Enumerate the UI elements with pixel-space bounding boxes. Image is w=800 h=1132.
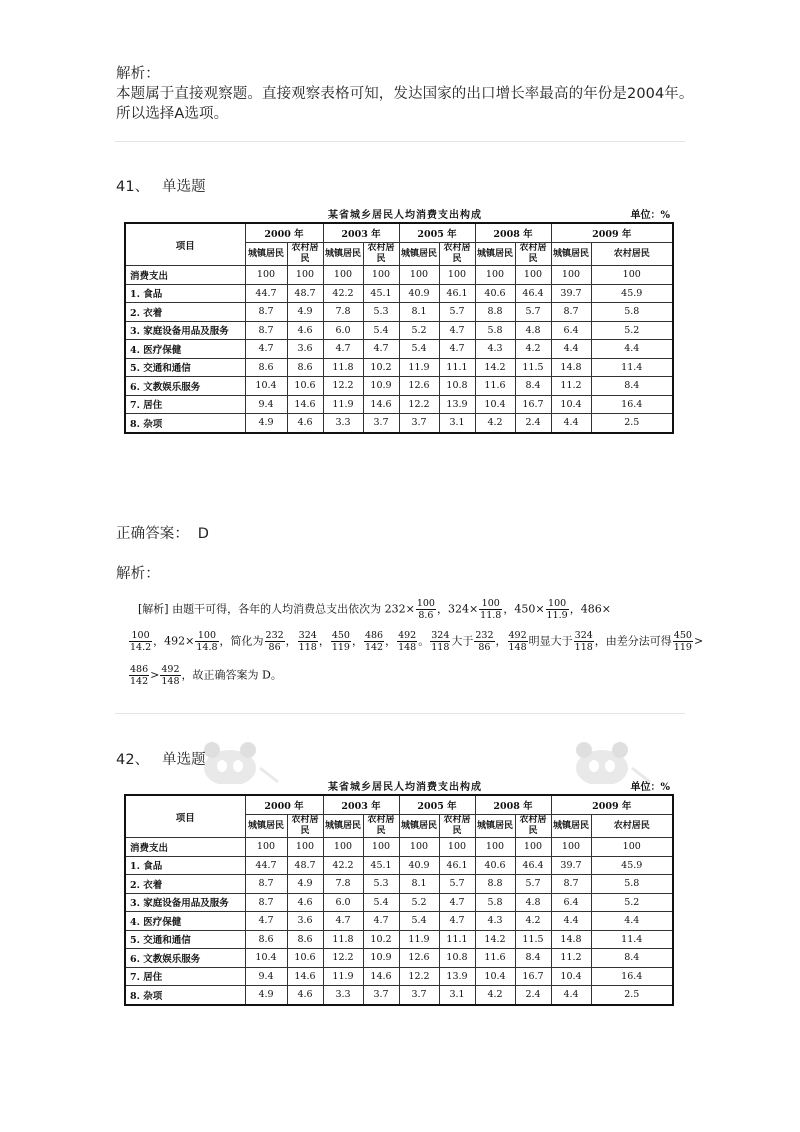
table-cell: 8.6 — [245, 930, 287, 949]
table-cell: 7.8 — [323, 303, 363, 322]
table-cell: 11.9 — [323, 967, 363, 986]
header-year: 2005 年 — [399, 223, 475, 243]
table-cell: 5.7 — [515, 303, 551, 322]
table-cell: 11.2 — [551, 377, 591, 396]
table-cell: 3.7 — [399, 414, 439, 433]
table-cell: 5.8 — [475, 893, 515, 912]
table-cell: 4.7 — [363, 340, 399, 359]
table-row — [125, 838, 673, 857]
table-cell: 4.8 — [515, 893, 551, 912]
table-cell: 42.2 — [323, 284, 363, 303]
header-residence-type: 农村居民 — [287, 815, 323, 838]
table-cell: 46.1 — [439, 856, 475, 875]
header-year: 2003 年 — [323, 223, 399, 243]
table-cell: 4.9 — [287, 303, 323, 322]
table-cell: 4.4 — [551, 340, 591, 359]
header-residence-type: 城镇居民 — [475, 243, 515, 266]
table-cell: 14.6 — [287, 967, 323, 986]
table-row — [125, 340, 673, 359]
table-cell: 7.8 — [323, 875, 363, 894]
fraction: $\frac{492}{148}$ — [398, 630, 417, 653]
header-residence-type: 城镇居民 — [323, 243, 363, 266]
table-cell: 5.2 — [399, 893, 439, 912]
table-cell: 14.6 — [287, 395, 323, 414]
fraction: $\frac{100}{11.9}$ — [546, 598, 568, 621]
table-cell: 16.7 — [515, 395, 551, 414]
table-cell: 4.6 — [287, 414, 323, 433]
table-row — [125, 949, 673, 968]
fraction: $\frac{324}{118}$ — [574, 630, 593, 653]
table-cell: 45.9 — [591, 284, 673, 303]
table-cell: 100 — [323, 266, 363, 285]
table-cell: 12.2 — [323, 949, 363, 968]
table-cell: 11.6 — [475, 949, 515, 968]
prev-analysis-label: 解析： — [116, 66, 160, 82]
table-cell: 8.4 — [515, 377, 551, 396]
question-type: 单选题 — [161, 179, 206, 195]
table-cell: 3.3 — [323, 986, 363, 1005]
table-cell: 4.2 — [475, 986, 515, 1005]
fraction: $\frac{492}{148}$ — [161, 664, 180, 687]
header-year: 2000 年 — [245, 795, 323, 815]
table-cell: 100 — [515, 266, 551, 285]
table-cell: 12.6 — [399, 949, 439, 968]
table-cell: 4.2 — [515, 340, 551, 359]
table-cell: 8.8 — [475, 875, 515, 894]
table-cell: 11.8 — [323, 358, 363, 377]
table-cell: 10.4 — [475, 395, 515, 414]
table-cell: 9.4 — [245, 395, 287, 414]
table-cell: 4.7 — [439, 321, 475, 340]
table-cell: 6.4 — [551, 321, 591, 340]
table-cell: 48.7 — [287, 856, 323, 875]
table-cell: 4.4 — [591, 340, 673, 359]
header-residence-type: 农村居民 — [287, 243, 323, 266]
table-cell: 5.4 — [363, 321, 399, 340]
table-cell: 11.9 — [399, 358, 439, 377]
table-cell: 44.7 — [245, 284, 287, 303]
header-residence-type: 城镇居民 — [245, 815, 287, 838]
header-residence-type: 城镇居民 — [245, 243, 287, 266]
row-item-label: 4. 医疗保健 — [125, 340, 245, 359]
fraction: $\frac{232}{86}$ — [475, 630, 494, 653]
question-number: 42、 — [116, 752, 150, 768]
table-row — [125, 377, 673, 396]
table-cell: 8.7 — [245, 893, 287, 912]
table-cell: 100 — [363, 266, 399, 285]
table-cell: 10.2 — [363, 358, 399, 377]
table-cell: 5.7 — [515, 875, 551, 894]
header-year: 2005 年 — [399, 795, 475, 815]
header-year: 2003 年 — [323, 795, 399, 815]
table-cell: 46.1 — [439, 284, 475, 303]
fraction: $\frac{450}{119}$ — [673, 630, 692, 653]
table-cell: 11.5 — [515, 358, 551, 377]
table-cell: 5.4 — [363, 893, 399, 912]
table-cell: 5.8 — [591, 303, 673, 322]
table-row — [125, 395, 673, 414]
table-cell: 5.7 — [439, 875, 475, 894]
row-item-label: 8. 杂项 — [125, 986, 245, 1005]
question-41-header — [116, 177, 206, 197]
table-cell: 5.4 — [399, 912, 439, 931]
table-cell: 8.1 — [399, 303, 439, 322]
header-residence-type: 农村居民 — [591, 815, 673, 838]
question-42-header — [116, 750, 206, 770]
table-cell: 3.1 — [439, 414, 475, 433]
table-cell: 8.7 — [245, 875, 287, 894]
table-row — [125, 930, 673, 949]
table-cell: 8.7 — [245, 303, 287, 322]
table-cell: 8.6 — [287, 930, 323, 949]
table-cell: 4.6 — [287, 986, 323, 1005]
fraction: $\frac{100}{14.8}$ — [196, 630, 218, 653]
table-cell: 16.7 — [515, 967, 551, 986]
table-cell: 10.6 — [287, 949, 323, 968]
table-cell: 3.7 — [399, 986, 439, 1005]
table-cell: 11.4 — [591, 930, 673, 949]
table-cell: 100 — [439, 838, 475, 857]
table-cell: 100 — [245, 266, 287, 285]
table-cell: 13.9 — [439, 967, 475, 986]
table-cell: 4.9 — [245, 414, 287, 433]
table-cell: 5.4 — [399, 340, 439, 359]
table-cell: 4.7 — [245, 912, 287, 931]
header-residence-type: 城镇居民 — [551, 815, 591, 838]
header-residence-type: 城镇居民 — [551, 243, 591, 266]
table-cell: 3.6 — [287, 340, 323, 359]
prev-analysis-line-2: 所以选择A选项。 — [116, 106, 229, 122]
table-cell: 4.3 — [475, 912, 515, 931]
table-cell: 12.6 — [399, 377, 439, 396]
table-cell: 12.2 — [399, 967, 439, 986]
row-item-label: 2. 衣着 — [125, 875, 245, 894]
table-cell: 5.8 — [591, 875, 673, 894]
table-title: 某省城乡居民人均消费支出构成 — [328, 210, 482, 221]
header-project: 项目 — [125, 223, 245, 266]
table-cell: 3.1 — [439, 986, 475, 1005]
table-cell: 5.2 — [591, 893, 673, 912]
table-cell: 100 — [551, 266, 591, 285]
header-residence-type: 城镇居民 — [323, 815, 363, 838]
table-cell: 4.7 — [439, 893, 475, 912]
table-cell: 8.7 — [245, 321, 287, 340]
table-cell: 5.2 — [399, 321, 439, 340]
table-cell: 8.6 — [287, 358, 323, 377]
table-cell: 100 — [363, 838, 399, 857]
table-cell: 16.4 — [591, 967, 673, 986]
table-cell: 10.8 — [439, 949, 475, 968]
correct-answer — [116, 524, 209, 544]
table-cell: 100 — [439, 266, 475, 285]
correct-answer-value: D — [197, 526, 209, 542]
table-cell: 39.7 — [551, 284, 591, 303]
table-cell: 14.6 — [363, 967, 399, 986]
fraction: $\frac{100}{11.8}$ — [480, 598, 502, 621]
table-cell: 8.4 — [591, 949, 673, 968]
table-cell: 10.4 — [245, 377, 287, 396]
table-row — [125, 358, 673, 377]
table-cell: 8.7 — [551, 303, 591, 322]
table-cell: 5.2 — [591, 321, 673, 340]
table-cell: 5.8 — [475, 321, 515, 340]
row-item-label: 1. 食品 — [125, 856, 245, 875]
table-cell: 44.7 — [245, 856, 287, 875]
fraction: $\frac{232}{86}$ — [265, 630, 284, 653]
table-cell: 8.4 — [515, 949, 551, 968]
table-row — [125, 266, 673, 285]
table-cell: 4.4 — [551, 414, 591, 433]
table-cell: 10.9 — [363, 949, 399, 968]
table-cell: 8.1 — [399, 875, 439, 894]
row-item-label: 6. 文教娱乐服务 — [125, 377, 245, 396]
table-cell: 11.9 — [323, 395, 363, 414]
row-item-label: 7. 居住 — [125, 395, 245, 414]
table-cell: 8.7 — [551, 875, 591, 894]
analysis-text: 由题干可得，各年的人均消费总支出依次为 232× — [172, 602, 415, 616]
table-unit: 单位：% — [630, 782, 670, 793]
table-cell: 4.4 — [591, 912, 673, 931]
fraction: $\frac{450}{119}$ — [331, 630, 350, 653]
table-cell: 100 — [399, 838, 439, 857]
table-cell: 100 — [475, 266, 515, 285]
table-cell: 12.2 — [323, 377, 363, 396]
table-cell: 14.6 — [363, 395, 399, 414]
table-cell: 10.8 — [439, 377, 475, 396]
table-cell: 46.4 — [515, 856, 551, 875]
row-item-label: 消费支出 — [125, 266, 245, 285]
table-cell: 13.9 — [439, 395, 475, 414]
table-row — [125, 893, 673, 912]
table-cell: 46.4 — [515, 284, 551, 303]
table-cell: 10.4 — [551, 967, 591, 986]
table-cell: 2.5 — [591, 986, 673, 1005]
table-cell: 42.2 — [323, 856, 363, 875]
table-cell: 14.8 — [551, 930, 591, 949]
table-cell: 100 — [287, 266, 323, 285]
table-cell: 8.8 — [475, 303, 515, 322]
table-cell: 10.4 — [551, 395, 591, 414]
table-cell: 10.9 — [363, 377, 399, 396]
fraction: $\frac{100}{8.6}$ — [416, 598, 435, 621]
table-cell: 4.7 — [323, 340, 363, 359]
table-row — [125, 284, 673, 303]
table-cell: 11.1 — [439, 930, 475, 949]
table-cell: 40.6 — [475, 284, 515, 303]
table-cell: 11.1 — [439, 358, 475, 377]
table-cell: 11.8 — [323, 930, 363, 949]
row-item-label: 8. 杂项 — [125, 414, 245, 433]
row-item-label: 6. 文教娱乐服务 — [125, 949, 245, 968]
table-cell: 6.0 — [323, 893, 363, 912]
header-residence-type: 农村居民 — [363, 243, 399, 266]
table-unit: 单位：% — [630, 210, 670, 221]
table-cell: 45.9 — [591, 856, 673, 875]
table-cell: 6.0 — [323, 321, 363, 340]
table-cell: 4.3 — [475, 340, 515, 359]
table-cell: 8.4 — [591, 377, 673, 396]
header-residence-type: 城镇居民 — [399, 815, 439, 838]
table-cell: 11.2 — [551, 949, 591, 968]
table-cell: 6.4 — [551, 893, 591, 912]
header-residence-type: 农村居民 — [515, 815, 551, 838]
table-cell: 40.9 — [399, 856, 439, 875]
table-cell: 4.7 — [439, 912, 475, 931]
table-cell: 39.7 — [551, 856, 591, 875]
table-cell: 4.9 — [287, 875, 323, 894]
row-item-label: 4. 医疗保健 — [125, 912, 245, 931]
table-cell: 2.5 — [591, 414, 673, 433]
table-cell: 100 — [287, 838, 323, 857]
table-cell: 3.6 — [287, 912, 323, 931]
table-cell: 4.4 — [551, 912, 591, 931]
correct-answer-label: 正确答案： — [116, 526, 189, 542]
table-cell: 100 — [475, 838, 515, 857]
table-cell: 100 — [515, 838, 551, 857]
header-residence-type: 农村居民 — [363, 815, 399, 838]
table-cell: 16.4 — [591, 395, 673, 414]
table-cell: 4.2 — [515, 912, 551, 931]
row-item-label: 消费支出 — [125, 838, 245, 857]
row-item-label: 5. 交通和通信 — [125, 930, 245, 949]
header-residence-type: 农村居民 — [591, 243, 673, 266]
table-cell: 4.4 — [551, 986, 591, 1005]
question-type: 单选题 — [161, 752, 206, 768]
table-cell: 45.1 — [363, 284, 399, 303]
table-cell: 11.9 — [399, 930, 439, 949]
row-item-label: 3. 家庭设备用品及服务 — [125, 321, 245, 340]
table-cell: 100 — [399, 266, 439, 285]
table-cell: 100 — [245, 838, 287, 857]
analysis-scan-image: [解析] 由题干可得，各年的人均消费总支出依次为 232× $\frac{100}{8.6}$ ，324× $\frac{100}{11.8}$ ，450× $\frac{100}{11.9}$ ，486× $\frac{100}{14.2}$ ，492× $\frac{100}{14.8}$ ，简化为 $\frac{232}{86}$ ， $\frac{324}{118}$ ， $\frac{450}{119}$ ， $\frac{486}{142}$ ， $\frac{492}{148}$ 。 $\frac{324}{118}$ 大于 $\frac{232}{86}$ ， $\frac{492}{148}$ 明显大于 $\frac{324}{118}$ ，由差分法可得 $\frac{450}{119}$ > $\frac{486}{142}$ > $\frac{492}{148}$ ，故正确答案为 D。 — [130, 598, 704, 687]
header-project: 项目 — [125, 795, 245, 838]
row-item-label: 2. 衣着 — [125, 303, 245, 322]
table-cell: 3.3 — [323, 414, 363, 433]
table-cell: 14.2 — [475, 930, 515, 949]
table-cell: 11.5 — [515, 930, 551, 949]
analysis-label: 解析： — [116, 566, 160, 582]
table-cell: 11.4 — [591, 358, 673, 377]
table-cell: 5.3 — [363, 303, 399, 322]
table-cell: 4.7 — [245, 340, 287, 359]
table-row — [125, 856, 673, 875]
table-row — [125, 303, 673, 322]
table-cell: 10.2 — [363, 930, 399, 949]
table-cell: 100 — [551, 838, 591, 857]
section-divider — [115, 141, 685, 142]
table-cell: 48.7 — [287, 284, 323, 303]
table-cell: 14.8 — [551, 358, 591, 377]
table-row — [125, 912, 673, 931]
table-cell: 4.7 — [439, 340, 475, 359]
row-item-label: 1. 食品 — [125, 284, 245, 303]
fraction: $\frac{324}{118}$ — [431, 630, 450, 653]
table-cell: 100 — [323, 838, 363, 857]
table-cell: 9.4 — [245, 967, 287, 986]
header-residence-type: 农村居民 — [439, 815, 475, 838]
fraction: $\frac{324}{118}$ — [298, 630, 317, 653]
table-row — [125, 321, 673, 340]
table-cell: 10.4 — [245, 949, 287, 968]
table-cell: 5.3 — [363, 875, 399, 894]
table-cell: 4.8 — [515, 321, 551, 340]
table-cell: 4.7 — [363, 912, 399, 931]
table-cell: 14.2 — [475, 358, 515, 377]
table-cell: 40.6 — [475, 856, 515, 875]
table-cell: 4.6 — [287, 893, 323, 912]
prev-analysis-line-1: 本题属于直接观察题。直接观察表格可知，发达国家的出口增长率最高的年份是2004年。 — [116, 86, 694, 102]
header-residence-type: 城镇居民 — [475, 815, 515, 838]
fraction: $\frac{492}{148}$ — [508, 630, 527, 653]
table-cell: 45.1 — [363, 856, 399, 875]
table-cell: 2.4 — [515, 414, 551, 433]
table-cell: 4.2 — [475, 414, 515, 433]
table-cell: 3.7 — [363, 414, 399, 433]
question-number: 41、 — [116, 179, 150, 195]
table-cell: 4.9 — [245, 986, 287, 1005]
table-cell: 2.4 — [515, 986, 551, 1005]
table-cell: 100 — [591, 266, 673, 285]
table-row — [125, 986, 673, 1005]
header-year: 2000 年 — [245, 223, 323, 243]
table-row — [125, 967, 673, 986]
table-cell: 4.7 — [323, 912, 363, 931]
header-residence-type: 城镇居民 — [399, 243, 439, 266]
table-row — [125, 875, 673, 894]
table-cell: 8.6 — [245, 358, 287, 377]
question-41-table-image — [118, 206, 678, 466]
fraction: $\frac{486}{142}$ — [364, 630, 384, 653]
row-item-label: 7. 居住 — [125, 967, 245, 986]
table-cell: 4.6 — [287, 321, 323, 340]
row-item-label: 5. 交通和通信 — [125, 358, 245, 377]
question-42-table-image — [118, 778, 678, 1038]
table-cell: 12.2 — [399, 395, 439, 414]
row-item-label: 3. 家庭设备用品及服务 — [125, 893, 245, 912]
fraction: $\frac{486}{142}$ — [130, 664, 149, 687]
header-year: 2009 年 — [551, 795, 673, 815]
header-year: 2009 年 — [551, 223, 673, 243]
analysis-tag: [解析] — [138, 602, 169, 616]
table-cell: 40.9 — [399, 284, 439, 303]
table-cell: 5.7 — [439, 303, 475, 322]
section-divider — [115, 713, 685, 714]
table-cell: 100 — [591, 838, 673, 857]
header-residence-type: 农村居民 — [515, 243, 551, 266]
table-cell: 3.7 — [363, 986, 399, 1005]
consumption-table — [124, 222, 674, 434]
table-cell: 11.6 — [475, 377, 515, 396]
header-year: 2008 年 — [475, 223, 551, 243]
fraction: $\frac{100}{14.2}$ — [130, 630, 152, 653]
table-row — [125, 414, 673, 433]
table-cell: 10.6 — [287, 377, 323, 396]
header-residence-type: 农村居民 — [439, 243, 475, 266]
table-cell: 10.4 — [475, 967, 515, 986]
header-year: 2008 年 — [475, 795, 551, 815]
table-title: 某省城乡居民人均消费支出构成 — [328, 782, 482, 793]
consumption-table — [124, 794, 674, 1006]
